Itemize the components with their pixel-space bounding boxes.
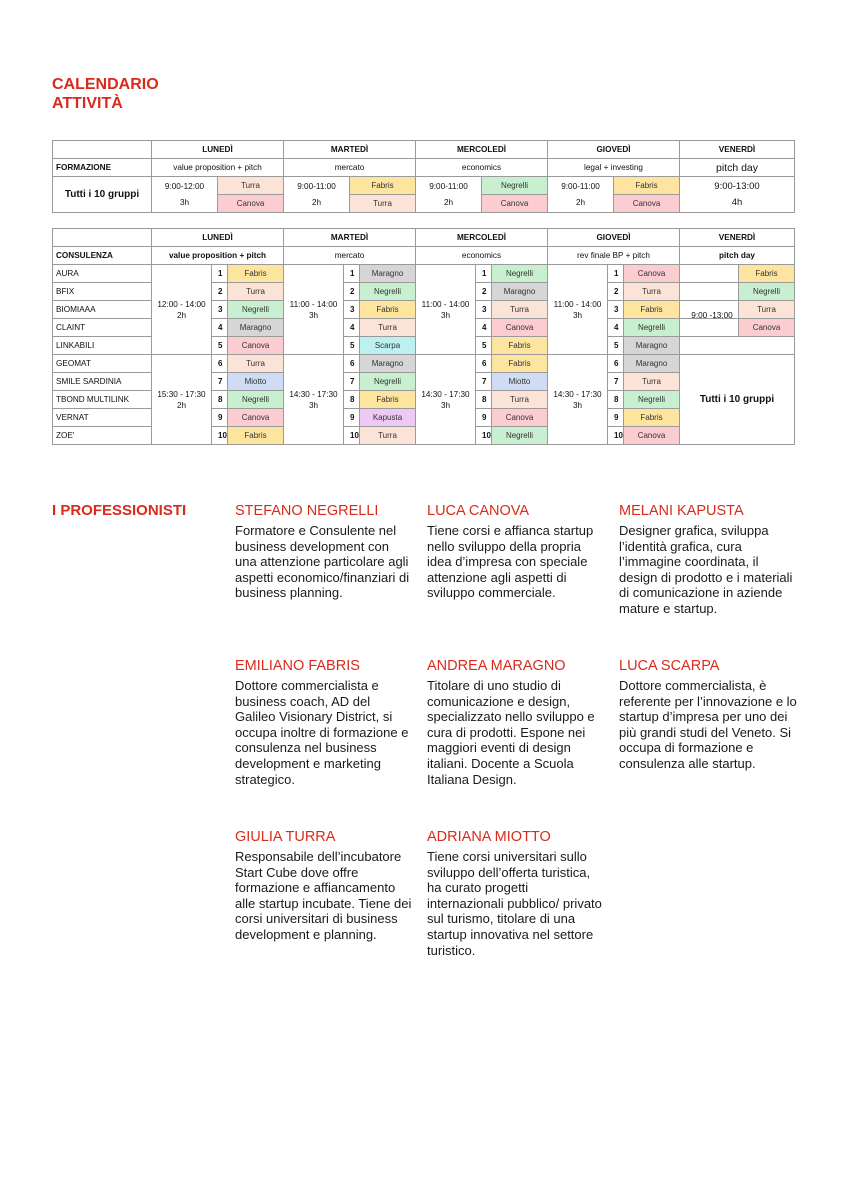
professional-card xyxy=(235,657,413,787)
consultant-cell: Fabris xyxy=(624,409,680,427)
consulenza-row xyxy=(53,265,795,283)
consultant-cell: Kapusta xyxy=(360,409,416,427)
consultant-cell: Canova xyxy=(228,337,284,355)
topic-cell: value proposition + pitch xyxy=(152,159,284,177)
topic-cell: rev finale BP + pitch xyxy=(548,247,680,265)
time-text: 9:00-11:00 xyxy=(561,182,600,191)
day-header: LUNEDÌ xyxy=(152,229,284,247)
topic-cell: pitch day xyxy=(680,247,795,265)
empty-corner xyxy=(53,229,152,247)
time-duration-cell xyxy=(416,355,476,445)
trainer-cell: Canova xyxy=(218,195,284,213)
consultant-cell: Fabris xyxy=(492,355,548,373)
time-duration-cell xyxy=(152,177,218,213)
consultant-cell: Turra xyxy=(360,427,416,445)
company-name: GEOMAT xyxy=(53,355,152,373)
company-name: TBOND MULTILINK xyxy=(53,391,152,409)
group-number: 10 xyxy=(608,427,624,445)
consultant-cell: Negrelli xyxy=(492,427,548,445)
time-duration-cell xyxy=(416,265,476,355)
duration-text: 3h xyxy=(572,310,583,320)
formazione-table xyxy=(52,140,795,213)
professionisti-title: I PROFESSIONISTI xyxy=(52,502,187,519)
group-number: 5 xyxy=(344,337,360,355)
group-number: 8 xyxy=(608,391,624,409)
group-number: 9 xyxy=(344,409,360,427)
day-header: MARTEDÌ xyxy=(284,141,416,159)
topic-cell: mercato xyxy=(284,247,416,265)
duration-text: 3h xyxy=(572,400,583,410)
group-number: 4 xyxy=(608,319,624,337)
day-header: VENERDÌ xyxy=(680,229,795,247)
consultant-cell: Fabris xyxy=(360,391,416,409)
friday-consultant: Negrelli xyxy=(738,283,794,300)
consultant-cell: Fabris xyxy=(228,265,284,283)
professional-card xyxy=(427,502,605,601)
consultant-cell: Turra xyxy=(492,391,548,409)
consultant-cell: Fabris xyxy=(624,301,680,319)
professional-name: ADRIANA MIOTTO xyxy=(427,829,551,845)
consultant-cell: Turra xyxy=(624,373,680,391)
consultant-cell: Fabris xyxy=(492,337,548,355)
group-number: 2 xyxy=(212,283,228,301)
group-number: 6 xyxy=(212,355,228,373)
consultant-cell: Maragno xyxy=(624,355,680,373)
professional-card xyxy=(427,828,605,958)
empty-corner xyxy=(53,141,152,159)
day-header: MERCOLEDÌ xyxy=(416,141,548,159)
company-name: ZOE' xyxy=(53,427,152,445)
group-number: 6 xyxy=(476,355,492,373)
group-number: 7 xyxy=(212,373,228,391)
group-number: 1 xyxy=(344,265,360,283)
topic-cell: value proposition + pitch xyxy=(152,247,284,265)
consultant-cell: Turra xyxy=(228,283,284,301)
company-name: BFIX xyxy=(53,283,152,301)
day-header: GIOVEDÌ xyxy=(548,229,680,247)
consultant-cell: Negrelli xyxy=(360,373,416,391)
duration-text: 2h xyxy=(443,198,454,207)
professional-bio: Tiene corsi e affianca startup nello sviluppo della propria idea d’impresa con speciale attenzione agli aspetti di sviluppo commerciale. xyxy=(427,523,594,601)
friday-consultant: Turra xyxy=(738,301,794,318)
group-number: 6 xyxy=(608,355,624,373)
consultant-cell: Canova xyxy=(624,265,680,283)
company-name: CLAINT xyxy=(53,319,152,337)
trainer-cell: Turra xyxy=(218,177,284,195)
friday-consultant-cell xyxy=(680,265,795,283)
friday-consultant: Canova xyxy=(738,319,794,336)
trainer-cell: Fabris xyxy=(614,177,680,195)
professional-name: LUCA CANOVA xyxy=(427,503,530,519)
group-number: 10 xyxy=(212,427,228,445)
group-number: 9 xyxy=(212,409,228,427)
group-number: 4 xyxy=(344,319,360,337)
professional-bio: Responsabile dell’incubatore Start Cube dove offre formazione e affiancamento alle startup incubate. Tiene dei corsi universitari di business development e planning. xyxy=(235,849,412,942)
time-text: 11:00 - 14:00 xyxy=(553,299,602,309)
duration-text: 2h xyxy=(311,198,322,207)
consultant-cell: Negrelli xyxy=(228,301,284,319)
group-number: 2 xyxy=(608,283,624,301)
professional-bio: Dottore commercialista e business coach, AD del Galileo Visionary District, si occupa inoltre di formazione e consulenza nel business development e marketing strategico. xyxy=(235,678,409,787)
group-number: 1 xyxy=(476,265,492,283)
professional-card xyxy=(235,502,413,601)
consultant-cell: Maragno xyxy=(228,319,284,337)
group-number: 3 xyxy=(344,301,360,319)
topic-cell: pitch day xyxy=(680,159,795,177)
consultant-cell: Maragno xyxy=(492,283,548,301)
friday-time-space xyxy=(680,265,738,282)
friday-time-space xyxy=(680,283,738,300)
time-text: 14:30 - 17:30 xyxy=(421,389,470,399)
group-number: 8 xyxy=(476,391,492,409)
consultant-cell: Miotto xyxy=(492,373,548,391)
duration-text: 4h xyxy=(731,197,743,208)
topic-cell: economics xyxy=(416,247,548,265)
duration-text: 3h xyxy=(179,198,190,207)
consultant-cell: Canova xyxy=(228,409,284,427)
time-text: 11:00 - 14:00 xyxy=(289,299,338,309)
consultant-cell: Negrelli xyxy=(624,391,680,409)
consultant-cell: Miotto xyxy=(228,373,284,391)
group-number: 4 xyxy=(476,319,492,337)
consulenza-table xyxy=(52,228,795,445)
topic-cell: legal + investing xyxy=(548,159,680,177)
company-name: VERNAT xyxy=(53,409,152,427)
consultant-cell: Negrelli xyxy=(624,319,680,337)
consultant-cell: Maragno xyxy=(360,355,416,373)
day-header: MERCOLEDÌ xyxy=(416,229,548,247)
time-duration-cell xyxy=(284,177,350,213)
time-duration-cell xyxy=(284,355,344,445)
time-text: 9:00-13:00 xyxy=(714,181,760,192)
day-header: VENERDÌ xyxy=(680,141,795,159)
group-number: 1 xyxy=(608,265,624,283)
group-number: 3 xyxy=(212,301,228,319)
company-name: AURA xyxy=(53,265,152,283)
consultant-cell: Canova xyxy=(624,427,680,445)
professional-name: LUCA SCARPA xyxy=(619,658,720,674)
consultant-cell: Turra xyxy=(228,355,284,373)
consultant-cell: Negrelli xyxy=(360,283,416,301)
professional-card xyxy=(619,502,797,617)
professional-name: STEFANO NEGRELLI xyxy=(235,503,379,519)
topic-cell: mercato xyxy=(284,159,416,177)
duration-text: 3h xyxy=(440,400,451,410)
duration-text: 2h xyxy=(575,198,586,207)
duration-text: 2h xyxy=(176,310,187,320)
group-number: 10 xyxy=(476,427,492,445)
group-number: 10 xyxy=(344,427,360,445)
time-duration-cell xyxy=(152,265,212,355)
day-header: MARTEDÌ xyxy=(284,229,416,247)
consultant-cell: Fabris xyxy=(360,301,416,319)
group-number: 9 xyxy=(476,409,492,427)
professional-card xyxy=(619,657,797,772)
title-line-2: ATTIVITÀ xyxy=(52,95,123,112)
title-line-1: CALENDARIO xyxy=(52,76,159,93)
consultant-cell: Negrelli xyxy=(228,391,284,409)
professional-name: EMILIANO FABRIS xyxy=(235,658,360,674)
trainer-cell: Negrelli xyxy=(482,177,548,195)
group-number: 1 xyxy=(212,265,228,283)
friday-consultant: Fabris xyxy=(738,265,794,282)
professional-bio: Designer grafica, sviluppa l’identità grafica, cura l’immagine coordinata, il design di prodotto e i materiali di comunicazione in aziende mature e startup. xyxy=(619,523,793,616)
formazione-days-row xyxy=(53,141,795,159)
group-number: 9 xyxy=(608,409,624,427)
friday-time-space xyxy=(680,319,738,336)
consultant-cell: Maragno xyxy=(624,337,680,355)
professional-card xyxy=(427,657,605,787)
consultant-cell: Turra xyxy=(492,301,548,319)
time-text: 12:00 - 14:00 xyxy=(157,299,206,309)
group-number: 5 xyxy=(608,337,624,355)
group-number: 2 xyxy=(476,283,492,301)
group-number: 7 xyxy=(344,373,360,391)
consulenza-row xyxy=(53,355,795,373)
duration-text: 3h xyxy=(440,310,451,320)
page-title xyxy=(52,75,159,113)
group-number: 5 xyxy=(476,337,492,355)
groups-label: Tutti i 10 gruppi xyxy=(53,177,152,213)
professional-bio: Titolare di uno studio di comunicazione e design, specializzato nello sviluppo e cura di prodotti. Espone nei maggiori eventi di design italiani. Docente a Scuola Italiana Design. xyxy=(427,678,595,787)
group-number: 7 xyxy=(476,373,492,391)
trainer-cell: Canova xyxy=(614,195,680,213)
time-duration-cell xyxy=(284,265,344,355)
group-number: 6 xyxy=(344,355,360,373)
time-text: 9:00-11:00 xyxy=(429,182,468,191)
time-duration-cell xyxy=(416,177,482,213)
time-duration-cell xyxy=(548,177,614,213)
friday-empty-cell xyxy=(680,337,795,355)
duration-text: 3h xyxy=(308,400,319,410)
time-duration-cell xyxy=(152,355,212,445)
group-number: 2 xyxy=(344,283,360,301)
consultant-cell: Maragno xyxy=(360,265,416,283)
company-name: SMILE SARDINIA xyxy=(53,373,152,391)
friday-consultant-cell xyxy=(680,283,795,301)
consulenza-label: CONSULENZA xyxy=(53,247,152,265)
group-number: 3 xyxy=(608,301,624,319)
professional-card xyxy=(235,828,413,943)
group-number: 3 xyxy=(476,301,492,319)
day-header: GIOVEDÌ xyxy=(548,141,680,159)
consultant-cell: Canova xyxy=(492,319,548,337)
consulenza-days-row xyxy=(53,229,795,247)
time-duration-cell xyxy=(548,355,608,445)
duration-text: 2h xyxy=(176,400,187,410)
consultant-cell: Scarpa xyxy=(360,337,416,355)
trainer-cell: Canova xyxy=(482,195,548,213)
group-number: 8 xyxy=(344,391,360,409)
formazione-topic-row xyxy=(53,159,795,177)
professional-bio: Dottore commercialista, è referente per l’innovazione e lo startup d’impresa per uno dei più grandi studi del Veneto. Si occupa di formazione e consulenza alle startup. xyxy=(619,678,797,771)
group-number: 5 xyxy=(212,337,228,355)
group-number: 8 xyxy=(212,391,228,409)
time-duration-cell xyxy=(680,177,795,213)
time-text: 14:30 - 17:30 xyxy=(553,389,602,399)
time-text: 11:00 - 14:00 xyxy=(421,299,470,309)
day-header: LUNEDÌ xyxy=(152,141,284,159)
company-name: BIOMIAAA xyxy=(53,301,152,319)
consultant-cell: Negrelli xyxy=(492,265,548,283)
time-text: 15:30 - 17:30 xyxy=(157,389,206,399)
formazione-label: FORMAZIONE xyxy=(53,159,152,177)
professional-name: GIULIA TURRA xyxy=(235,829,336,845)
duration-text: 3h xyxy=(308,310,319,320)
consultant-cell: Turra xyxy=(360,319,416,337)
professional-bio: Formatore e Consulente nel business development con una attenzione particolare agli aspetti economico/finanziari di business planning. xyxy=(235,523,410,601)
group-number: 4 xyxy=(212,319,228,337)
formazione-session-row xyxy=(53,177,795,195)
trainer-cell: Fabris xyxy=(350,177,416,195)
group-number: 7 xyxy=(608,373,624,391)
consultant-cell: Fabris xyxy=(228,427,284,445)
consultant-cell: Canova xyxy=(492,409,548,427)
friday-time: 9:00 -13:00 xyxy=(691,311,733,320)
time-text: 9:00-12:00 xyxy=(164,182,205,191)
professional-bio: Tiene corsi universitari sullo sviluppo dell’offerta turistica, ha curato progetti internazionali pubblico/ privato sul turismo, titolare di una startup innovativa nel settore turistico. xyxy=(427,849,602,958)
company-name: LINKABILI xyxy=(53,337,152,355)
professional-name: ANDREA MARAGNO xyxy=(427,658,566,674)
professional-name: MELANI KAPUSTA xyxy=(619,503,744,519)
topic-cell: economics xyxy=(416,159,548,177)
friday-groups-label: Tutti i 10 gruppi xyxy=(680,355,795,445)
time-text: 9:00-11:00 xyxy=(297,182,336,191)
trainer-cell: Turra xyxy=(350,195,416,213)
time-duration-cell xyxy=(548,265,608,355)
consulenza-topic-row xyxy=(53,247,795,265)
friday-consultant-cell xyxy=(680,319,795,337)
consultant-cell: Turra xyxy=(624,283,680,301)
time-text: 14:30 - 17:30 xyxy=(289,389,338,399)
